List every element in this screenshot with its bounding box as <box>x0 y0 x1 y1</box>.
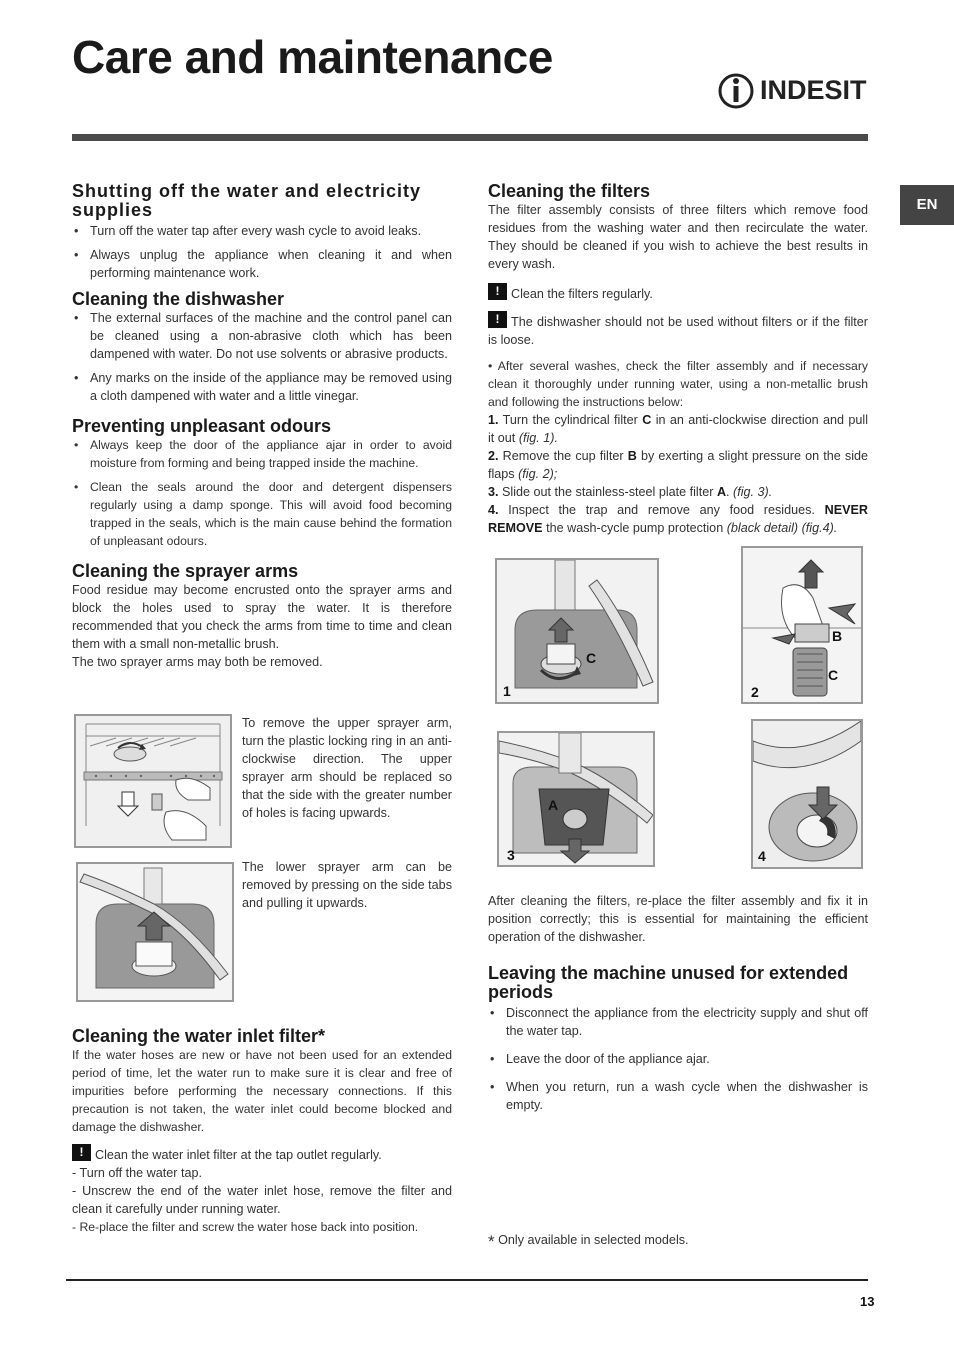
indesit-i-icon <box>718 70 754 110</box>
inlet-text: If the water hoses are new or have not been used for an extended period of time, let the water run to make sure it is clear and free of impurities before performing the necessary connections. If this precaution is not taken, the water inlet could become blocked and damage the dishwasher. <box>72 1048 452 1134</box>
shut-off-list <box>72 222 452 282</box>
lower-sprayer-caption: The lower sprayer arm can be removed by pressing on the side tabs and pulling it upwards. <box>242 860 452 910</box>
warning-icon <box>488 311 507 328</box>
filters-warning-2-text: The dishwasher should not be used without filters or if the filter is loose. <box>488 315 868 347</box>
filters-after-text: After cleaning the filters, re-place the filter assembly and fix it in position correctly; this is essential for maintaining the efficient operation of the dishwasher. <box>488 894 868 944</box>
page-number: 13 <box>860 1294 875 1309</box>
warning-icon <box>488 283 507 300</box>
filter-figure-1 <box>495 558 659 704</box>
sprayer-heading: Cleaning the sprayer arms <box>72 561 299 581</box>
unused-heading: Leaving the machine unused for extended periods <box>488 963 849 1002</box>
list-item: • Any marks on the inside of the appliance may be removed using a cloth dampened with water and a little vinegar. <box>72 369 452 405</box>
figure-2-letter-c: C <box>828 667 839 683</box>
language-tab: EN <box>900 185 954 225</box>
inlet-section <box>72 1027 452 1236</box>
figure-1-number: 1 <box>503 683 511 699</box>
figure-2-number: 2 <box>751 684 759 700</box>
figure-1-letter: C <box>586 650 597 666</box>
filters-heading: Cleaning the filters <box>488 181 651 201</box>
filters-step-1: 1. Turn the cylindrical filter C in an anti-clockwise direction and pull it out (fig. 1). <box>488 413 869 445</box>
lower-sprayer-figure <box>76 862 234 1002</box>
warning-icon <box>72 1144 91 1161</box>
filters-warning-1 <box>488 283 868 303</box>
inlet-step-1: - Turn off the water tap. <box>72 1166 202 1180</box>
page-title: Care and maintenance <box>72 31 553 83</box>
inlet-warning <box>72 1144 452 1164</box>
upper-sprayer-caption: To remove the upper sprayer arm, turn the plastic locking ring in an anti-clockwise direction. The upper sprayer arm should be replaced so that the side with the greater number of holes is facing upwards. <box>242 716 452 820</box>
unused-section <box>488 964 868 1120</box>
upper-sprayer-figure <box>74 714 232 848</box>
filter-figure-2 <box>741 546 863 704</box>
list-item: • Always keep the door of the appliance ajar in order to avoid moisture from forming and being trapped inside the machine. <box>72 436 452 472</box>
shut-off-heading: Shutting off the water and electricity supplies <box>72 181 422 220</box>
list-item: • The external surfaces of the machine and the control panel can be cleaned using a non-abrasive cloth which has been dampened with water. Do not use solvents or abrasive products. <box>72 309 452 363</box>
odours-heading: Preventing unpleasant odours <box>72 416 332 436</box>
footer-rule <box>66 1279 868 1281</box>
header-rule <box>72 134 868 141</box>
filter-figure-3 <box>497 731 655 867</box>
sprayer-text: Food residue may become encrusted onto the sprayer arms and block the holes used to spray the water. It is therefore recommended that you check the arms from time to time and clean them with a small non-metallic brush. <box>72 583 452 651</box>
inlet-step-3: - Re-place the filter and screw the water hose back into position. <box>72 1220 419 1234</box>
left-column <box>72 182 452 671</box>
filter-figure-4 <box>751 719 863 869</box>
filters-step-4: 4. Inspect the trap and remove any food residues. NEVER REMOVE the wash-cycle pump protection (black detail) (fig.4). <box>488 503 869 535</box>
figure-3-number: 3 <box>507 847 515 863</box>
filters-text: The filter assembly consists of three filters which remove food residues from the washing water and then recirculate the water. They should be cleaned if you wish to achieve the best results in every wash. <box>488 203 868 271</box>
brand-logo <box>718 70 867 110</box>
right-column <box>488 182 868 537</box>
sprayer-text-2: The two sprayer arms may both be removed. <box>72 655 323 669</box>
list-item: • When you return, run a wash cycle when the dishwasher is empty. <box>488 1078 868 1114</box>
odours-list <box>72 436 452 550</box>
dishwasher-heading: Cleaning the dishwasher <box>72 289 285 309</box>
filters-step-2: 2. Remove the cup filter B by exerting a slight pressure on the side flaps (fig. 2); <box>488 449 869 481</box>
filters-warning-1-text: Clean the filters regularly. <box>511 287 653 301</box>
list-item: • Leave the door of the appliance ajar. <box>488 1050 868 1068</box>
filters-step-3: 3. Slide out the stainless-steel plate filter A. (fig. 3). <box>488 485 773 499</box>
figure-2-letter-b: B <box>832 628 843 644</box>
footnote-text: Only available in selected models. <box>498 1233 689 1247</box>
list-item: • Always unplug the appliance when cleaning it and when performing maintenance work. <box>72 246 452 282</box>
figure-3-letter: A <box>548 797 559 813</box>
filters-intro: • After several washes, check the filter assembly and if necessary clean it thoroughly under running water, using a non-metallic brush and following the instructions below: <box>488 359 868 409</box>
dishwasher-list <box>72 309 452 405</box>
footnote-asterisk: * <box>488 1232 495 1251</box>
inlet-step-2: - Unscrew the end of the water inlet hose, remove the filter and clean it carefully under running water. <box>72 1184 452 1216</box>
inlet-heading: Cleaning the water inlet filter* <box>72 1026 326 1046</box>
inlet-warning-text: Clean the water inlet filter at the tap outlet regularly. <box>95 1148 382 1162</box>
brand-name: INDESIT <box>760 74 867 105</box>
list-item: • Disconnect the appliance from the electricity supply and shut off the water tap. <box>488 1004 868 1040</box>
footnote <box>488 1232 689 1252</box>
figure-4-number: 4 <box>758 848 766 864</box>
list-item: • Clean the seals around the door and detergent dispensers regularly using a damp sponge. This will avoid food becoming trapped in the seals, which is the main cause behind the formation of unpleasant odours. <box>72 478 452 550</box>
list-item: • Turn off the water tap after every wash cycle to avoid leaks. <box>72 222 452 240</box>
filters-warning-2 <box>488 311 868 349</box>
unused-list <box>488 1004 868 1114</box>
